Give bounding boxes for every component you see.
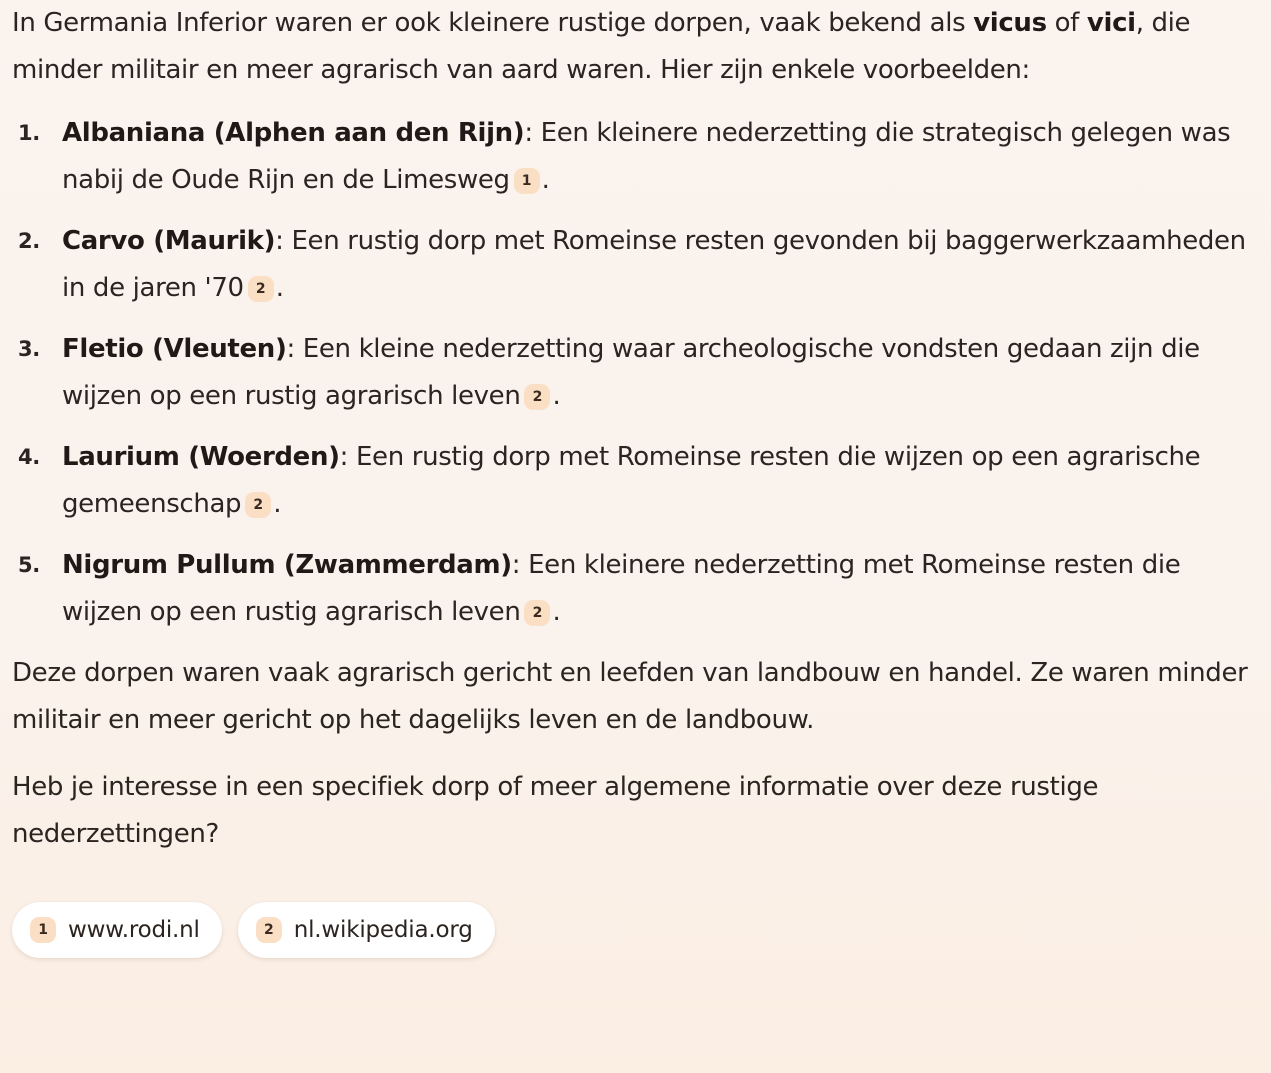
citation-badge[interactable]: 2 [245,492,271,518]
source-list [12,902,495,958]
village-name: Albaniana (Alphen aan den Rijn) [62,118,525,148]
village-list [12,110,1252,636]
village-name: Nigrum Pullum (Zwammerdam) [62,550,512,580]
citation-badge[interactable]: 2 [248,276,274,302]
sentence-end: . [552,597,561,627]
intro-term-vicus: vicus [973,8,1047,38]
citation-badge[interactable]: 2 [524,384,550,410]
list-number: 5. [18,553,40,577]
source-number: 2 [256,917,282,943]
citation-badge[interactable]: 1 [514,168,540,194]
village-description: : Een kleine nederzetting waar archeologische vondsten gedaan zijn die wijzen op een rustig agrarisch leven [62,334,1200,411]
list-item [12,434,1252,528]
village-description: : Een rustig dorp met Romeinse resten gevonden bij baggerwerkzaamheden in de jaren '70 [62,226,1246,303]
list-item [12,218,1252,312]
sentence-end: . [273,489,282,519]
citation-badge[interactable]: 2 [524,600,550,626]
village-name: Fletio (Vleuten) [62,334,287,364]
village-name: Carvo (Maurik) [62,226,276,256]
list-item [12,542,1252,636]
sentence-end: . [541,165,550,195]
source-label: nl.wikipedia.org [293,917,473,943]
village-description: : Een rustig dorp met Romeinse resten die wijzen op een agrarische gemeenschap [62,442,1201,519]
village-name: Laurium (Woerden) [62,442,340,472]
village-description: : Een kleinere nederzetting die strategisch gelegen was nabij de Oude Rijn en de Limesweg [62,118,1231,195]
intro-paragraph [12,0,1252,94]
intro-text-end: , die minder militair en meer agrarisch van aard waren. Hier zijn enkele voorbeelden: [12,8,1191,85]
chat-message [12,0,1252,858]
list-number: 1. [18,121,40,145]
list-item [12,110,1252,204]
list-number: 2. [18,229,40,253]
source-chip-rodi[interactable] [12,902,222,958]
sentence-end: . [275,273,284,303]
question-paragraph: Heb je interesse in een specifiek dorp of meer algemene informatie over deze rustige nederzettingen? [12,772,1099,849]
sentence-end: . [552,381,561,411]
summary-paragraph: Deze dorpen waren vaak agrarisch gericht en leefden van landbouw en handel. Ze waren minder militair en meer gericht op het dagelijks leven en de landbouw. [12,658,1248,735]
village-description: : Een kleinere nederzetting met Romeinse resten die wijzen op een rustig agrarisch leven [62,550,1181,627]
source-chip-wikipedia[interactable] [238,902,495,958]
intro-term-vici: vici [1086,8,1136,38]
intro-text-mid: of [1046,8,1087,38]
source-label: www.rodi.nl [68,917,200,943]
list-item [12,326,1252,420]
list-number: 4. [18,445,40,469]
source-number: 1 [30,917,56,943]
intro-text: In Germania Inferior waren er ook kleinere rustige dorpen, vaak bekend als [12,8,974,38]
list-number: 3. [18,337,40,361]
